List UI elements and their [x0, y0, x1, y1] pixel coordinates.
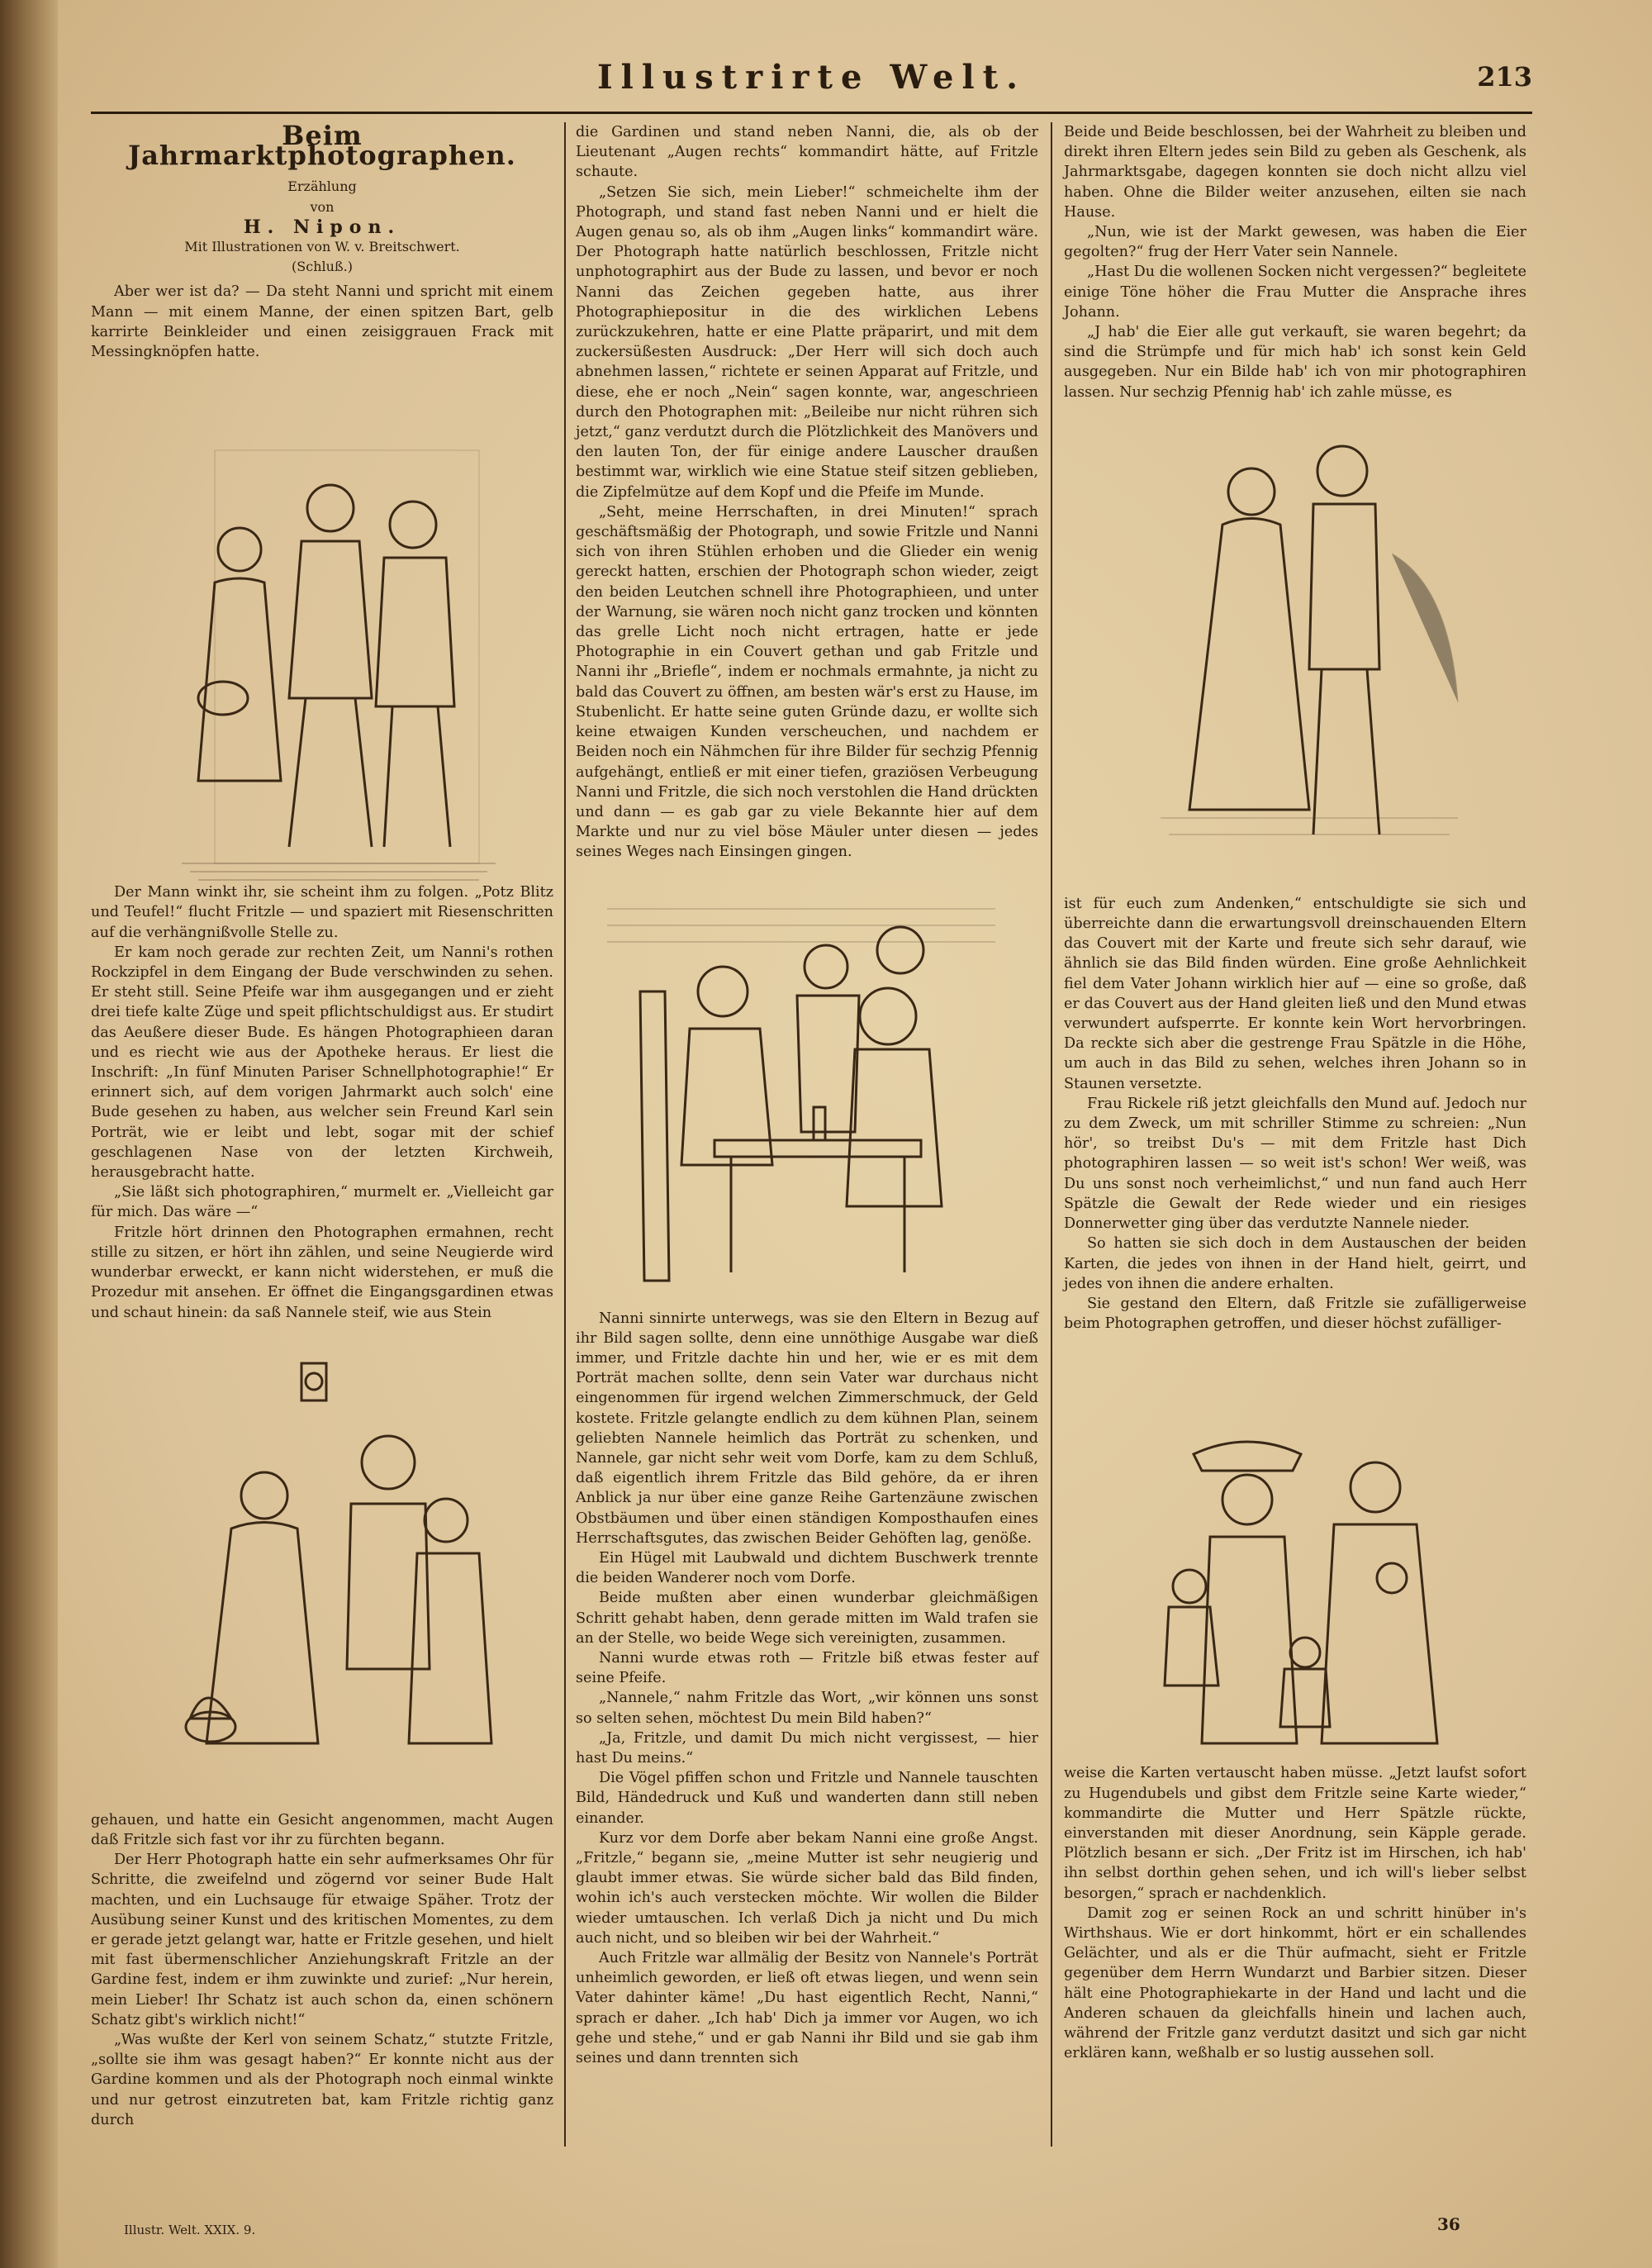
story-illustrator: Mit Illustrationen von W. v. Breitschwert. [184, 239, 460, 255]
paragraph: So hatten sie sich doch in dem Austauschen der beiden Karten, die jedes von ihnen in der Hand hielt, geirrt, und jedes von ihnen die andere erhalten. [1064, 1235, 1526, 1292]
paragraph: weise die Karten vertauscht haben müsse. „Jetzt laufst sofort zu Hugendubels und gibst dem Fritzle seine Karte wieder,“ kommandirte die Mutter und Herr Spätzle rückte, einverstanden mit dieser Anordnung, sein Käpple gerade. Plötzlich besann er sich. „Der Fritz ist im Hirschen, ich hab' ihn selbst dorthin gehen sehen, und ich will's lieber selbst besorgen,“ sprach er nachdenklich. [1064, 1765, 1526, 1902]
paragraph: gehauen, und hatte ein Gesicht angenommen, macht Augen daß Fritzle sich fast vor ihr zu fürchten begann. [91, 1811, 553, 1848]
paragraph: Sie gestand den Eltern, daß Fritzle sie zufälligerweise beim Photographen getroffen, und dieser höchst zufälliger- [1064, 1295, 1526, 1333]
paragraph: „J hab' die Eier alle gut verkauft, sie waren begehrt; da sind die Strümpfe und für mich hab' ich sonst kein Geld ausgegeben. Nur ein Bilde hab' ich von mir photographiren lassen. Nur sechzig Pfennig hab' ich zahle müsse, es [1064, 324, 1526, 401]
paragraph: Damit zog er seinen Rock an und schritt hinüber in's Wirthshaus. Wie er dort hinkommt, hört er ein schallendes Gelächter, und als er die Thür aufmacht, sieht er Fritzle gegenüber dem Herrn Wundarzt und Barbier sitzen. Dieser hält eine Photographiekarte in der Hand und lacht und die Anderen schauen da gleichfalls hinein und lachen auch, während der Fritzle ganz verdutzt dasitzt und sich gar nicht erklären kann, weßhalb er so lustig aussehen soll. [1064, 1904, 1526, 2062]
publication-title: Illustrirte Welt. [596, 58, 1027, 97]
story-by: von [310, 198, 335, 215]
engraving-family-portrait [1144, 1413, 1474, 1776]
paragraph: Der Herr Photograph hatte ein sehr aufmerksames Ohr für Schritte, die zweifelnd und zögernd vor seiner Bude Halt machten, und ein Luchsauge für etwaige Späher. Trotz der Ausübung seiner Kunst und des kritischen Momentes, zu dem er gerade jetzt gelangt war, hatte er Fritzle gesehen, und hielt mit fast übermenschlicher Anziehungskraft Fritzle an der Gardine fest, indem er ihm zuwinkte und zurief: „Nur herein, mein Lieber! Ihr Schatz ist auch schon da, einen schönern Schatz gibt's wirklich nicht!“ [91, 1852, 553, 2028]
binding-gutter [0, 0, 58, 2268]
story-conclusion-note: (Schluß.) [292, 259, 353, 275]
engraving-couple-with-parents [173, 1355, 520, 1793]
paragraph: „Hast Du die wollenen Socken nicht vergessen?“ begleitete einige Töne höher die Frau Mutter die Ansprache ihres Johann. [1064, 264, 1526, 321]
page-number: 213 [1477, 61, 1532, 93]
paragraph: Nanni wurde etwas roth — Fritzle biß etwas fester auf seine Pfeife. [576, 1649, 1038, 1687]
paragraph: Beide und Beide beschlossen, bei der Wahrheit zu bleiben und direkt ihren Eltern jedes sein Bild zu geben als Geschenk, als Jahrmarktsgabe, dagegen konnten sie doch nicht allzu viel haben. Ohne die Bilder weiter anzusehen, eilten sie nach Hause. [1064, 124, 1526, 221]
page-header [91, 58, 1532, 107]
paragraph: „Nun, wie ist der Markt gewesen, was haben die Eier gegolten?“ frug der Herr Vater sein Nannele. [1064, 224, 1526, 261]
paragraph: Aber wer ist da? — Da steht Nanni und spricht mit einem Mann — mit einem Manne, der einen spitzen Bart, gelb karrirte Beinkleider und einen zeisiggrauen Frack mit Messingknöpfen hatte. [91, 283, 553, 361]
column-1 [91, 122, 553, 2130]
paragraph: „Setzen Sie sich, mein Lieber!“ schmeichelte ihm der Photograph, und stand fast neben Nanni und er hielt die Augen genau so, als ob ihm „Augen links“ kommandirt wäre. Der Photograph hatte natürlich beschlossen, Fritzle nicht unphotographirt aus der Bude zu lassen, und bevor er noch Nanni das Zeichen gegeben hatte, aus ihrer Photographiepositur in die des wirklichen Lebens zurückzukehren, hatte er eine Platte präparirt, und mit dem zuckersüßesten Ausdruck: „Der Herr will sich doch auch abnehmen lassen,“ richtete er seinen Apparat auf Fritzle, und diese, ehe er noch „Nein“ sagen konnte, war, angeschrieen durch den Photographen mit: „Beileibe nur nicht rühren sich jetzt,“ ganz verdutzt durch die Plötzlichkeit des Manövers und den lauten Ton, der für einige andere Lauscher draußen bestimmt war, wirklich wie eine Statue steif sitzen geblieben, die Zipfelmütze auf dem Kopf und die Pfeife im Munde. [576, 183, 1038, 501]
story-author: H. Nipon. [243, 216, 401, 238]
paragraph: Der Mann winkt ihr, sie scheint ihm zu folgen. „Potz Blitz und Teufel!“ flucht Fritzle — und spaziert mit Riesenschritten auf die verhängnißvolle Stelle zu. [91, 884, 553, 941]
paragraph: Ein Hügel mit Laubwald und dichtem Buschwerk trennte die beiden Wanderer noch vom Dorfe. [576, 1549, 1038, 1587]
footer-sheet-number: 36 [1437, 2214, 1460, 2234]
paragraph: Beide mußten aber einen wunderbar gleichmäßigen Schritt gehabt haben, denn gerade mitten im Wald trafen sie an der Stelle, wo beide Wege sich vereinigten, zusammen. [576, 1590, 1038, 1647]
paragraph: ist für euch zum Andenken,“ entschuldigte sie sich und überreichte dann die erwartungsvoll dreinschauenden Eltern das Couvert mit der Karte und freute sich sehr darauf, wie ähnlich sie das Bild finden würden. Eine große Aehnlichkeit fiel dem Vater Johann wirklich hier auf — eine so große, daß er das Couvert aus der Hand gleiten ließ und den Mund etwas verwundert aufsperrte. Er konnte kein Wort hervorbringen. Da reckte sich aber die gestrenge Frau Spätzle in die Höhe, um auch in das Bild zu sehen, welches ihren Johann so in Staunen versetzte. [1064, 895, 1526, 1092]
paragraph: Auch Fritzle war allmälig der Besitz von Nannele's Porträt unheimlich geworden, er ließ oft etwas liegen, und wenn sein Vater dahinter käme! „Du hast eigentlich Recht, Nanni,“ sprach er daher. „Ich hab' Dich ja immer vor Augen, wo ich gehe und stehe,“ und er gab Nanni ihr Bild und sie gab ihm seines und dann trennten sich [576, 1950, 1038, 2067]
engraving-photographer-scene [165, 434, 512, 896]
paragraph: Er kam noch gerade zur rechten Zeit, um Nanni's rothen Rockzipfel in dem Eingang der Bude verschwinden zu sehen. Er steht still. Seine Pfeife war ihm ausgegangen und er zieht drei tiefe kalte Züge und speit pflichtschuldigst aus. Er studirt das Aeußere dieser Bude. Es hängen Photographieen daran und es riecht wie aus der Apotheke heraus. Er liest die Inschrift: „In fünf Minuten Pariser Schnellphotographie!“ Er erinnert sich, auf dem vorigen Jahrmarkt auch solch' eine Bude gesehen zu haben, aus welcher sein Freund Karl sein Porträt, wie er leibt und lebt, sogar mit der schief geschlagenen Nase von der letzten Kirchweih, herausgebracht hatte. [91, 944, 553, 1182]
paragraph: die Gardinen und stand neben Nanni, die, als ob der Lieutenant „Augen rechts“ kommandirt hätte, auf Fritzle schaute. [576, 124, 1038, 181]
engraving-tavern-scene [607, 892, 995, 1305]
paragraph: Die Vögel pfiffen schon und Fritzle und Nannele tauschten Bild, Händedruck und Kuß und wanderten dann still neben einander. [576, 1770, 1038, 1827]
paragraph: „Was wußte der Kerl von seinem Schatz,“ stutzte Fritzle, „sollte sie ihm was gesagt haben?“ Er konnte nicht aus der Gardine kommen und als der Photograph noch einmal winkte und nur getrost einzutreten bat, kam Fritzle richtig ganz durch [91, 2031, 553, 2128]
story-title: Beim Jahrmarktphotographen. [128, 120, 516, 172]
paragraph: „Seht, meine Herrschaften, in drei Minuten!“ sprach geschäftsmäßig der Photograph, und sowie Fritzle und Nanni sich von ihren Stühlen erhoben und die Glieder ein wenig gereckt hatten, erschien der Photograph schon wieder, zeigt den beiden Leutchen schnell ihre Photographieen, und unter der Warnung, sie wären noch nicht ganz trocken und könnten das grelle Licht noch nicht ertragen, hatte er jede Photographie in ein Couvert gethan und gab Fritzle und Nanni ihr „Brieflе“, indem er nochmals ermahnte, ja nicht zu bald das Couvert zu öffnen, am besten wär's erst zu Hause, im Stubenlicht. Er hatte seine guten Gründe dazu, er wollte sich keine etwaigen Kunden verscheuchen, und nachdem er Beiden noch ein Nähmchen für ihre Bilder für sechzig Pfennig aufgehängt, entließ er mit einer tiefen, graziösen Verbeugung Nanni und Fritzle, die sich noch verstohlen die Hand drückten und dann — es gab gar zu viele Bekannte hier auf dem Markte und nur zu viel böse Mäuler unter diesen — jedes seines Weges nach Einsingen gingen. [576, 503, 1038, 861]
paragraph: „Ja, Fritzle, und damit Du mich nicht vergissest, — hier hast Du meins.“ [576, 1729, 1038, 1766]
column-divider [1051, 122, 1052, 2147]
story-genre: Erzählung [287, 178, 357, 195]
header-rule [91, 112, 1532, 114]
paragraph: „Nannele,“ nahm Fritzle das Wort, „wir können uns sonst so selten sehen, möchtest Du mein Bild haben?“ [576, 1690, 1038, 1727]
footer-issue: Illustr. Welt. XXIX. 9. [124, 2223, 256, 2237]
engraving-young-couple [1144, 421, 1474, 859]
paragraph: Fritzle hört drinnen den Photographen ermahnen, recht stille zu sitzen, er hört ihn zählen, und seine Neugierde wird wunderbar erweckt, er kann nicht widerstehen, er muß die Prozedur mit ansehen. Er öffnet die Eingangsgardinen etwas und schaut hinein: da saß Nannele steif, wie aus Stein [91, 1224, 553, 1321]
column-divider [564, 122, 566, 2147]
paragraph: Kurz vor dem Dorfe aber bekam Nanni eine große Angst. „Fritzle,“ begann sie, „meine Mutter ist sehr neugierig und glaubt immer etwas. Sie würde sicher bald das Bild finden, wohin ich's auch verstecken möchte. Wir wollen die Bilder wieder umtauschen. Ich verlaß Dich ja nicht und Du mich auch nicht, und so bleiben wir bei der Wahrheit.“ [576, 1829, 1038, 1947]
paragraph: „Sie läßt sich photographiren,“ murmelt er. „Vielleicht gar für mich. Das wäre —“ [91, 1184, 553, 1221]
paragraph: Frau Rickele riß jetzt gleichfalls den Mund auf. Jedoch nur zu dem Zweck, um mit schriller Stimme zu schreien: „Nun hör', so treibst Du's — mit dem Fritzle hast Dich photographiren lassen — so weit ist's schon! Wer weiß, was Du uns sonst noch verheimlichst,“ und nun fand auch Herr Spätzle die Gewalt der Rede wieder und ein riesiges Donnerwetter ging über das verdutzte Nannele nieder. [1064, 1095, 1526, 1233]
paragraph: Nanni sinnirte unterwegs, was sie den Eltern in Bezug auf ihr Bild sagen sollte, denn eine unnöthige Ausgabe war dieß immer, und Fritzle dachte hin und her, wie er es mit dem Porträt machen sollte, denn sein Vater war durchaus nicht eingenommen für irgend welchen Zimmerschmuck, der Geld kostete. Fritzle gelangte endlich zu dem kühnen Plan, seinem geliebten Nannele heimlich das Porträt zu schenken, und Nannele, gar nicht sehr weit vom Dorfe, kam zu dem Schluß, daß eigentlich ihrem Fritzle das Bild gehöre, da er ihren Anblick ja nur über eine ganze Reihe Gartenzäune zwischen Obstbäumen und über einen ständigen Komposthaufen eines Herrschaftsgutes, das zwischen Beider Gehöften lag, genöße. [576, 1310, 1038, 1547]
